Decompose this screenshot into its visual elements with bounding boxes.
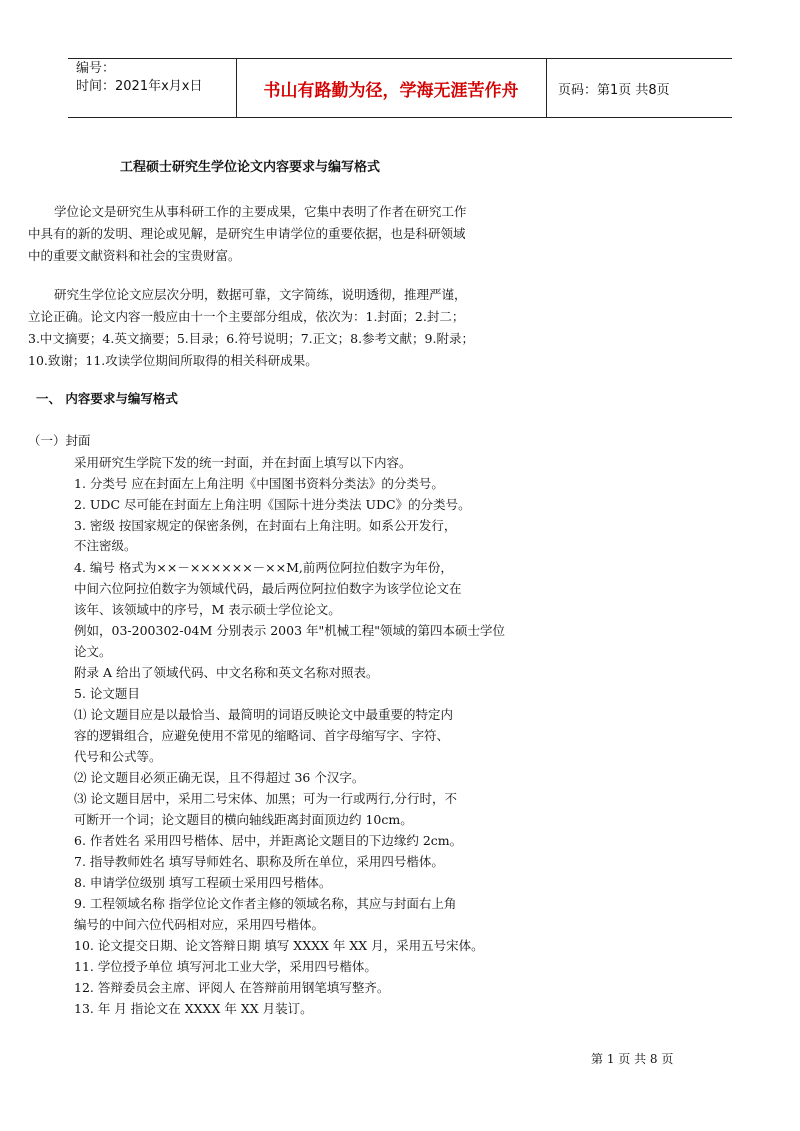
body-line: 可断开一个词；论文题目的横向轴线距离封面顶边约 10cm。 bbox=[74, 812, 413, 827]
header-time: 时间：2021年x月x日 bbox=[76, 79, 203, 94]
intro-p1-line: 中的重要文献资料和社会的宝贵财富。 bbox=[28, 248, 241, 263]
subsection-heading: （一）封面 bbox=[28, 433, 91, 448]
intro-p2-line: 10.致谢；11.攻读学位期间所取得的相关科研成果。 bbox=[28, 353, 318, 368]
header-motto: 书山有路勤为径，学海无涯苦作舟 bbox=[263, 80, 519, 101]
body-line: 论文。 bbox=[74, 644, 112, 659]
section-heading: 一、 内容要求与编写格式 bbox=[36, 391, 178, 406]
body-line: ⑶ 论文题目居中，采用二号宋体、加黑；可为一行或两行,分行时，不 bbox=[74, 791, 457, 806]
intro-p1-line: 学位论文是研究生从事科研工作的主要成果，它集中表明了作者在研究工作 bbox=[54, 204, 467, 219]
body-line: 9. 工程领域名称 指学位论文作者主修的领域名称，其应与封面右上角 bbox=[74, 896, 457, 911]
body-line: 3. 密级 按国家规定的保密条例，在封面右上角注明。如系公开发行， bbox=[74, 518, 457, 533]
body-line: 6. 作者姓名 采用四号楷体、居中，并距离论文题目的下边缘约 2cm。 bbox=[74, 833, 463, 848]
body-line: ⑴ 论文题目应是以最恰当、最简明的词语反映论文中最重要的特定内 bbox=[74, 707, 453, 722]
intro-p2-line: 3.中文摘要；4.英文摘要；5.目录；6.符号说明；7.正文；8.参考文献；9.附录； bbox=[28, 331, 474, 346]
document-title: 工程硕士研究生学位论文内容要求与编写格式 bbox=[120, 160, 381, 175]
body-line: 中间六位阿拉伯数字为领域代码，最后两位阿拉伯数字为该学位论文在 bbox=[74, 581, 462, 596]
body-line: 10. 论文提交日期、论文答辩日期 填写 XXXX 年 XX 月，采用五号宋体。 bbox=[74, 938, 484, 953]
body-line: 5. 论文题目 bbox=[74, 686, 140, 701]
header-page-number: 页码：第1页 共8页 bbox=[558, 82, 670, 98]
body-line: 采用研究生学院下发的统一封面，并在封面上填写以下内容。 bbox=[74, 455, 412, 470]
body-line: 编号的中间六位代码相对应，采用四号楷体。 bbox=[74, 917, 325, 932]
body-line: 该年、该领域中的序号，M 表示硕士学位论文。 bbox=[74, 602, 341, 617]
body-line: 附录 A 给出了领域代码、中文名称和英文名称对照表。 bbox=[74, 665, 379, 680]
body-line: 13. 年 月 指论文在 XXXX 年 XX 月装订。 bbox=[74, 1001, 313, 1016]
header-number: 编号： bbox=[76, 61, 116, 76]
intro-p2-line: 研究生学位论文应层次分明，数据可靠，文字简练，说明透彻，推理严谨， bbox=[54, 287, 467, 302]
body-line: 1. 分类号 应在封面左上角注明《中国图书资料分类法》的分类号。 bbox=[74, 476, 444, 491]
body-line: 2. UDC 尽可能在封面左上角注明《国际十进分类法 UDC》的分类号。 bbox=[74, 497, 471, 512]
body-line: 4. 编号 格式为××－××××××－××M,前两位阿拉伯数字为年份， bbox=[74, 560, 453, 575]
intro-p1-line: 中具有的新的发明、理论或见解，是研究生申请学位的重要依据，也是科研领域 bbox=[28, 226, 466, 241]
page-footer: 第 1 页 共 8 页 bbox=[591, 1052, 674, 1066]
header-divider-right bbox=[546, 59, 547, 117]
body-line: ⑵ 论文题目必须正确无误，且不得超过 36 个汉字。 bbox=[74, 770, 365, 785]
body-line: 7. 指导教师姓名 填写导师姓名、职称及所在单位，采用四号楷体。 bbox=[74, 854, 444, 869]
header-bottom-rule bbox=[68, 117, 732, 118]
body-line: 12. 答辩委员会主席、评阅人 在答辩前用钢笔填写整齐。 bbox=[74, 980, 390, 995]
body-line: 不注密级。 bbox=[74, 538, 137, 553]
body-line: 代号和公式等。 bbox=[74, 749, 162, 764]
body-line: 容的逻辑组合，应避免使用不常见的缩略词、首字母缩写字、字符、 bbox=[74, 728, 450, 743]
intro-p2-line: 立论正确。论文内容一般应由十一个主要部分组成，依次为：1.封面；2.封二； bbox=[28, 309, 465, 324]
body-line: 例如，03-200302-04M 分别表示 2003 年"机械工程"领域的第四本硕士学位 bbox=[74, 623, 506, 638]
body-line: 8. 申请学位级别 填写工程硕士采用四号楷体。 bbox=[74, 875, 332, 890]
header-meta bbox=[76, 60, 202, 96]
body-line: 11. 学位授予单位 填写河北工业大学，采用四号楷体。 bbox=[74, 959, 377, 974]
